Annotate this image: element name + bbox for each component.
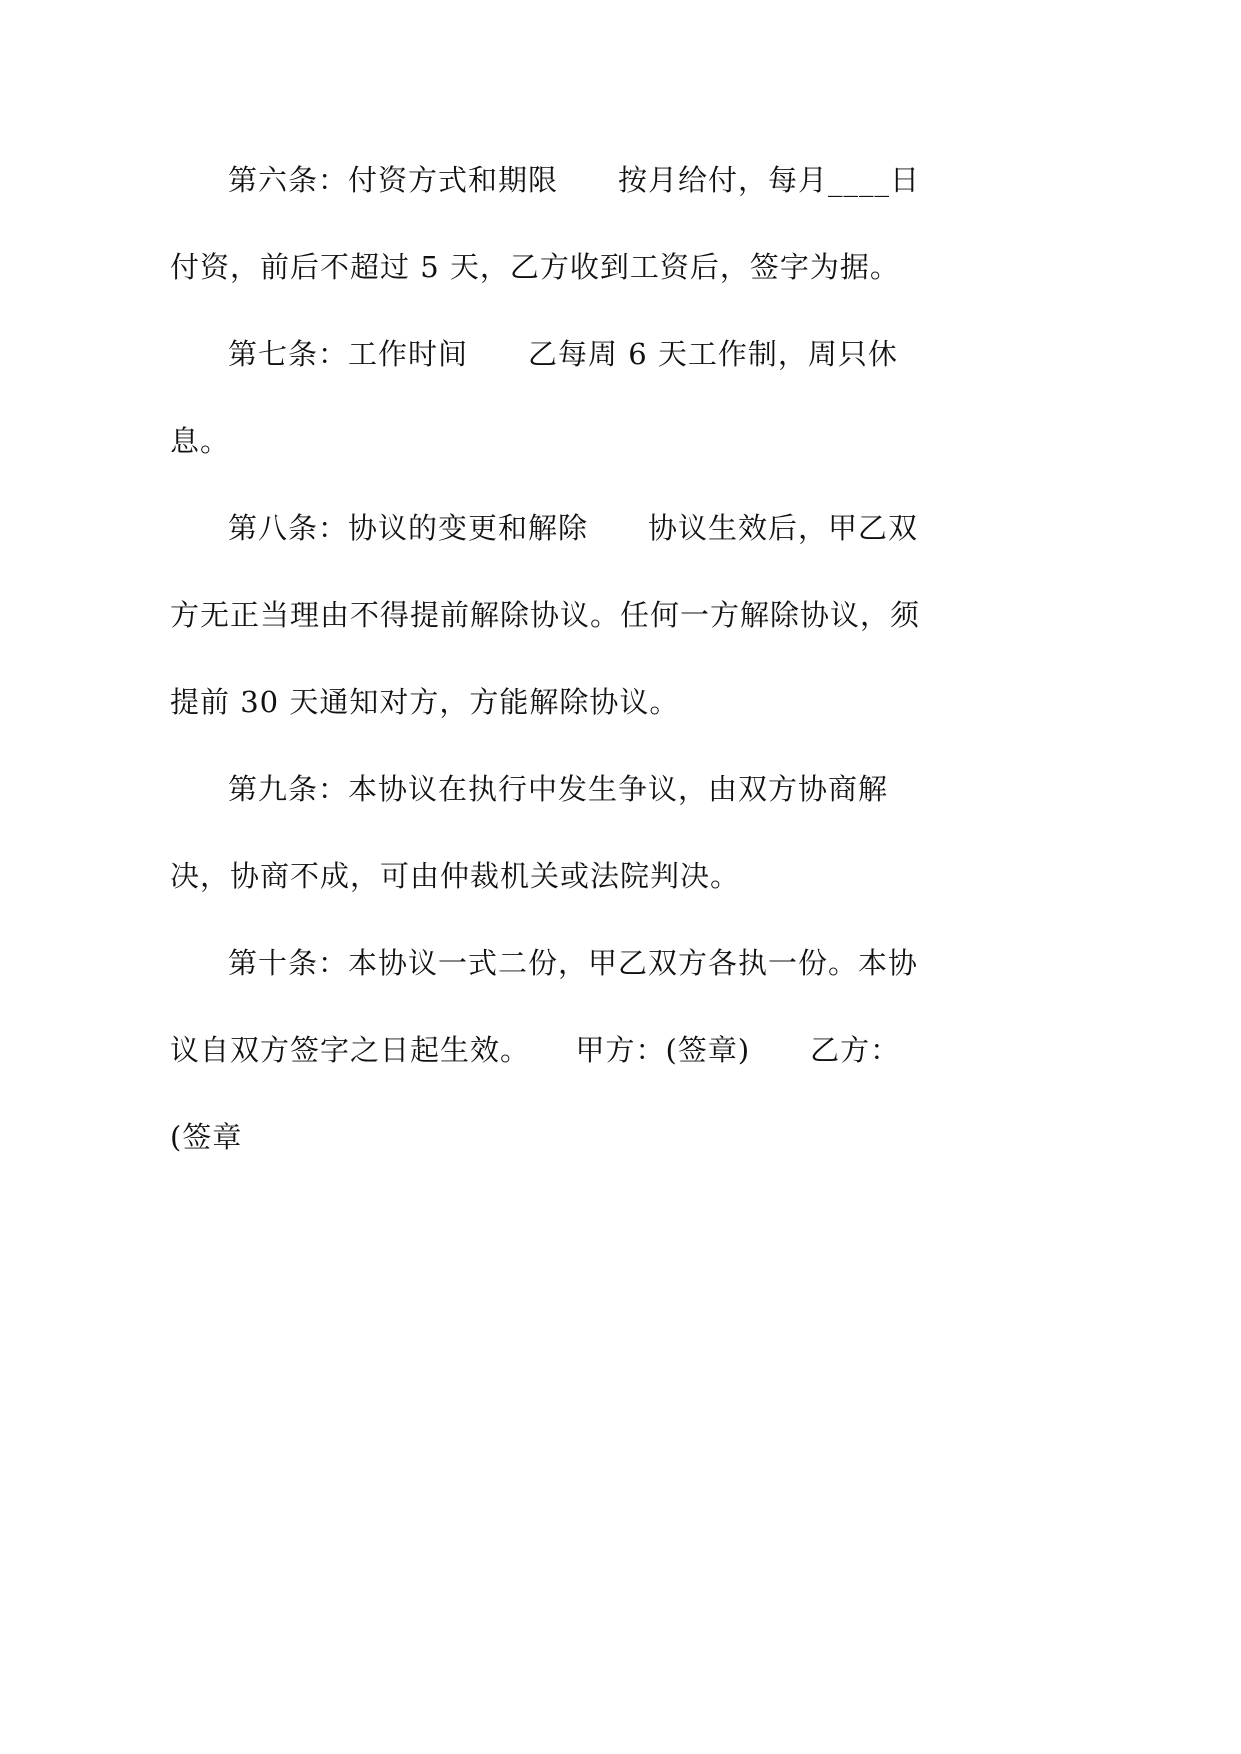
- article-9-line-2: 决，协商不成，可由仲裁机关或法院判决。: [170, 859, 741, 893]
- article-7-line-1: 第七条：工作时间 乙每周 6 天工作制，周只休: [228, 337, 898, 371]
- article-8-line-1: 第八条：协议的变更和解除 协议生效后，甲乙双: [228, 511, 919, 545]
- article-6-line-1: 第六条：付资方式和期限 按月给付，每月____日: [228, 163, 921, 197]
- article-8-line-3: 提前 30 天通知对方，方能解除协议。: [170, 685, 680, 719]
- article-8-line-2: 方无正当理由不得提前解除协议。任何一方解除协议，须: [170, 598, 921, 632]
- article-7-line-2: 息。: [170, 424, 231, 458]
- article-10-line-2: 议自双方签字之日起生效。 甲方：(签章) 乙方：: [170, 1033, 901, 1067]
- article-10-line-3: (签章: [170, 1120, 243, 1154]
- article-10-line-1: 第十条：本协议一式二份，甲乙双方各执一份。本协: [228, 946, 919, 980]
- article-6-line-2: 付资，前后不超过 5 天，乙方收到工资后，签字为据。: [170, 250, 900, 284]
- article-9-line-1: 第九条：本协议在执行中发生争议，由双方协商解: [228, 772, 889, 806]
